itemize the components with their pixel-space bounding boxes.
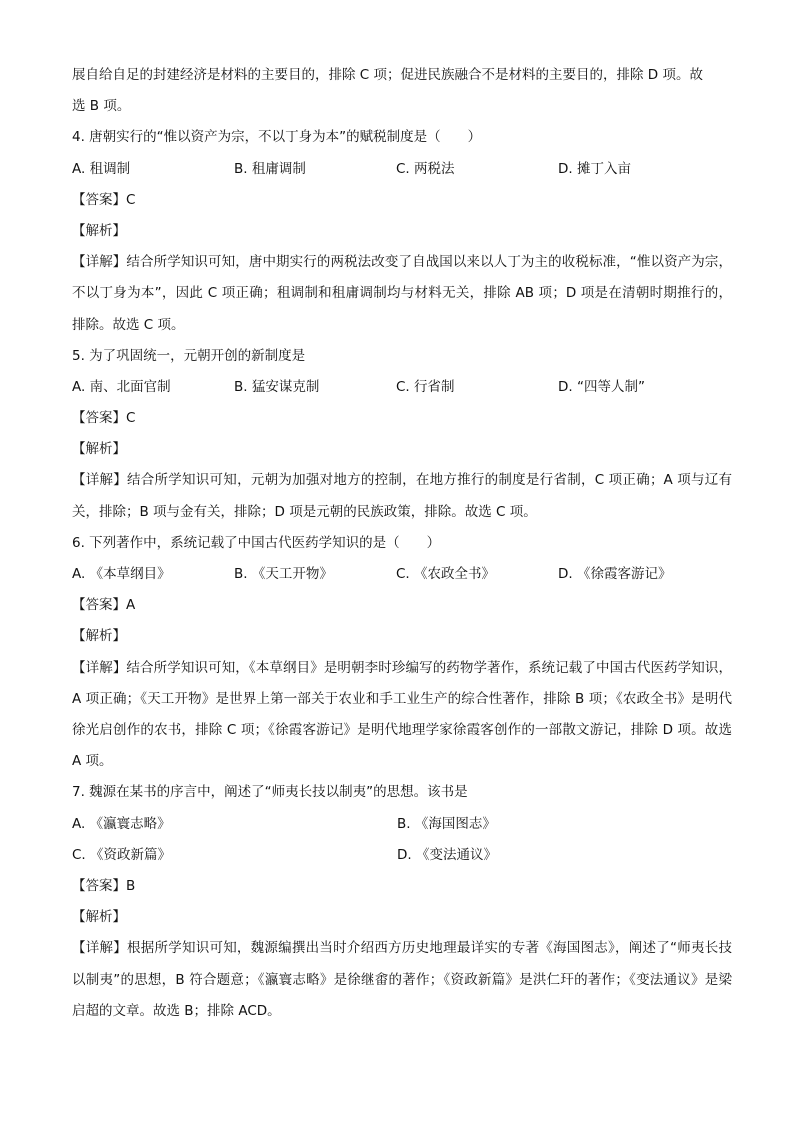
answer-label: 【答案】C: [72, 410, 136, 427]
analysis-label: 【解析】: [72, 909, 126, 926]
option-row: [72, 154, 732, 185]
detail-text: 【详解】结合所学知识可知，唐中期实行的两税法改变了自战国以来以人丁为主的收税标准，“惟以资产为宗，不以丁身为本”，因此 C 项正确；租调制和租庸调制均与材料无关，排除 AB 项；D 项是在清朝时期推行的，排除。故选 C 项。: [72, 254, 732, 333]
question-stem: 7. 魏源在某书的序言中，阐述了“师夷长技以制夷”的思想。该书是: [72, 784, 468, 801]
question-5: [72, 341, 732, 528]
option-c: C. 两税法: [396, 160, 455, 177]
option-d: D. 摊丁入亩: [558, 160, 631, 177]
option-a: A. 《本草纲目》: [72, 566, 171, 583]
analysis-label: 【解析】: [72, 441, 126, 458]
detail-text: 【详解】结合所学知识可知，元朝为加强对地方的控制，在地方推行的制度是行省制，C 项正确；A 项与辽有关，排除；B 项与金有关，排除；D 项是元朝的民族政策，排除。故选 C 项。: [72, 472, 732, 520]
document-page: [72, 60, 732, 1027]
option-d: D. “四等人制”: [558, 378, 645, 395]
option-b: B. 《天工开物》: [234, 566, 333, 583]
question-stem: 6. 下列著作中，系统记载了中国古代医药学知识的是（ ）: [72, 534, 441, 551]
answer-label: 【答案】B: [72, 878, 136, 895]
option-b: B. 租庸调制: [234, 160, 306, 177]
option-a: A. 南、北面官制: [72, 378, 171, 395]
option-row: [72, 559, 732, 590]
question-7: [72, 777, 732, 1027]
detail-text: 【详解】结合所学知识可知，《本草纲目》是明朝李时珍编写的药物学著作，系统记载了中国古代医药学知识，A 项正确；《天工开物》是世界上第一部关于农业和手工业生产的综合性著作，排除 B 项；《农政全书》是明代徐光启创作的农书，排除 C 项；《徐霞客游记》是明代地理学家徐霞客创作的一部散文游记，排除 D 项。故选 A 项。: [72, 659, 732, 770]
answer-label: 【答案】A: [72, 597, 136, 614]
intro-line-2: 选 B 项。: [72, 98, 131, 115]
option-b: B. 猛安谋克制: [234, 378, 320, 395]
option-c: C. 行省制: [396, 378, 455, 395]
option-row: [72, 840, 732, 871]
question-stem: 5. 为了巩固统一，元朝开创的新制度是: [72, 347, 306, 364]
question-stem: 4. 唐朝实行的“惟以资产为宗，不以丁身为本”的赋税制度是（ ）: [72, 129, 482, 146]
detail-text: 【详解】根据所学知识可知，魏源编撰出当时介绍西方历史地理最详实的专著《海国图志》，阐述了“师夷长技以制夷”的思想，B 符合题意；《瀛寰志略》是徐继畬的著作；《资政新篇》是洪仁玕的著作；《变法通议》是梁启超的文章。故选 B；排除 ACD。: [72, 940, 732, 1019]
option-b: B. 《海国图志》: [397, 815, 496, 832]
answer-label: 【答案】C: [72, 191, 136, 208]
option-a: A. 租调制: [72, 160, 131, 177]
question-4: [72, 122, 732, 340]
option-c: C. 《农政全书》: [396, 566, 496, 583]
option-d: D. 《徐霞客游记》: [558, 566, 672, 583]
analysis-label: 【解析】: [72, 222, 126, 239]
option-a: A. 《瀛寰志略》: [72, 815, 171, 832]
option-d: D. 《变法通议》: [397, 846, 497, 863]
option-row: [72, 809, 732, 840]
analysis-label: 【解析】: [72, 628, 126, 645]
option-row: [72, 372, 732, 403]
option-c: C. 《资政新篇》: [72, 846, 172, 863]
intro-line-1: 展自给自足的封建经济是材料的主要目的，排除 C 项；促进民族融合不是材料的主要目的，排除 D 项。故: [72, 67, 703, 83]
question-6: [72, 528, 732, 778]
